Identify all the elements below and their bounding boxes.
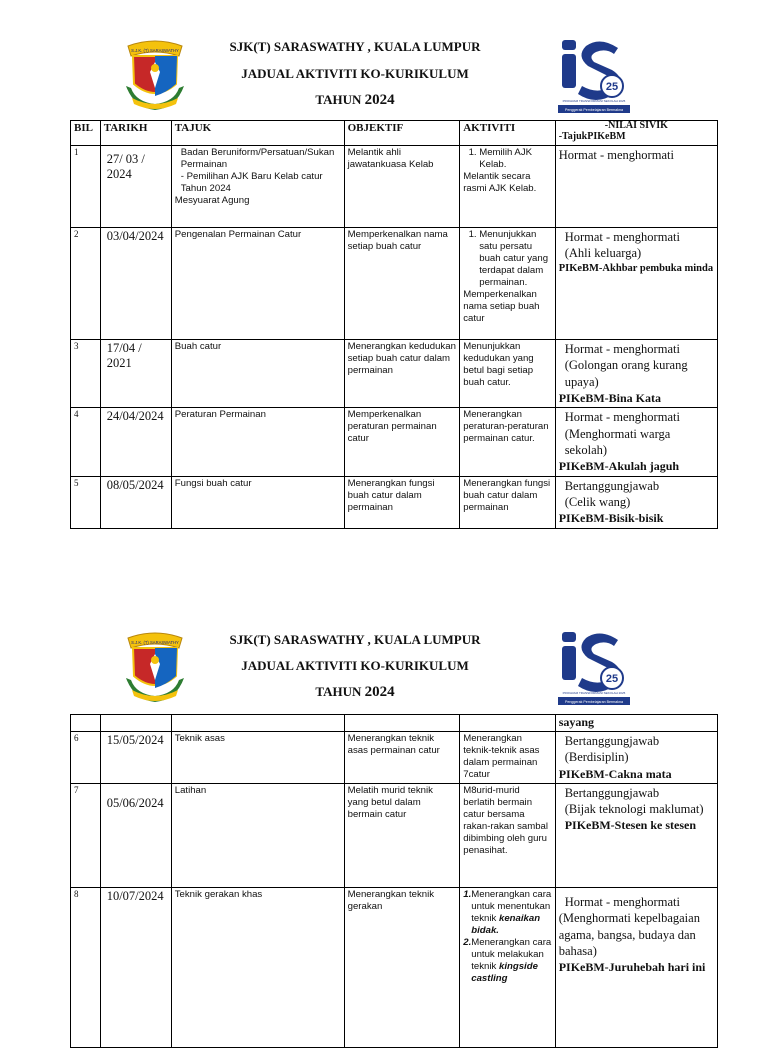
nilai-value: Hormat - menghormati — [558, 148, 674, 162]
tajuk-line: Mesyuarat Agung — [174, 194, 250, 206]
pikebm-activity: PIKeBM-Juruhebah hari ini — [558, 960, 706, 975]
aktiviti-number: 1. — [463, 889, 472, 901]
aktiviti-item — [463, 937, 551, 985]
school-name: SJK(T) SARASWATHY , KUALA LUMPUR — [229, 632, 481, 647]
table-row — [71, 146, 718, 228]
nilai-note: (Celik wang) — [564, 494, 631, 509]
transformation-program-logo — [556, 628, 632, 706]
table-row — [71, 340, 718, 408]
row-objektif: Menerangkan kedudukan setiap buah catur dalam permainan — [344, 340, 460, 408]
col-bil: BIL — [71, 121, 101, 146]
tajuk-line: Badan Beruniform/Persatuan/Sukan Permainan — [180, 147, 335, 170]
row-objektif: Melantik ahli jawatankuasa Kelab — [344, 146, 460, 228]
logo-band-text: Penggerak Pembelajaran Bermakna — [565, 108, 623, 112]
row-aktiviti: Menunjukkan kedudukan yang betul bagi setiap buah catur. — [460, 340, 555, 408]
row-aktiviti — [460, 146, 555, 228]
row-nilai — [555, 340, 717, 408]
year-label: TAHUN — [315, 684, 362, 699]
row-nilai — [555, 732, 717, 784]
nilai-note: (Menghormati kepelbagaian agama, bangsa, budaya dan bahasa) — [558, 911, 700, 958]
col-objektif: OBJEKTIF — [344, 121, 460, 146]
table-row — [71, 228, 718, 340]
nilai-value: Bertanggungjawab — [564, 478, 660, 493]
row-tarikh: 15/05/2024 — [100, 732, 171, 784]
aktiviti-line: Memperkenalkan nama setiap buah catur — [463, 288, 540, 324]
row-nilai — [555, 476, 717, 528]
nilai-value: Bertanggungjawab — [564, 786, 660, 801]
row-tajuk: Peraturan Permainan — [171, 408, 344, 476]
row-bil: 2 — [71, 228, 101, 340]
activity-table-page-2 — [70, 714, 718, 1048]
nilai-value: Hormat - menghormati — [564, 895, 680, 910]
table-row — [71, 408, 718, 476]
year-label: TAHUN — [315, 92, 362, 107]
table-row — [71, 476, 718, 528]
row-objektif: Menerangkan teknik gerakan — [344, 888, 460, 1048]
pikebm-activity: PIKeBM-Akhbar pembuka minda — [558, 262, 714, 274]
nilai-note: (Menghormati warga sekolah) — [564, 426, 671, 457]
col-aktiviti: AKTIVITI — [460, 121, 555, 146]
row-nilai — [555, 146, 717, 228]
logo-band-text: Penggerak Pembelajaran Bermakna — [565, 700, 623, 704]
row-bil: 7 — [71, 784, 101, 888]
aktiviti-item: 1. Memilih AJK Kelab. — [479, 147, 551, 171]
nilai-note: (Golongan orang kurang upaya) — [564, 358, 688, 389]
table-row — [71, 784, 718, 888]
aktiviti-item: 1. Menunjukkan satu persatu buah catur yang terdapat dalam permainan. — [479, 229, 551, 289]
row-nilai — [555, 228, 717, 340]
pikebm-activity: PIKeBM-Bina Kata — [558, 390, 662, 405]
crest-top-text: S.J.K. (T) SARASWATHY — [131, 640, 179, 645]
row-tarikh: 05/06/2024 — [100, 784, 171, 888]
year-heading — [170, 92, 540, 109]
nilai-note: (Ahli keluarga) — [564, 246, 642, 261]
nilai-note: (Berdisiplin) — [564, 750, 629, 765]
col-nilai-line2: -TajukPIKeBM — [558, 130, 626, 142]
row-nilai — [555, 784, 717, 888]
row-tarikh: 24/04/2024 — [100, 408, 171, 476]
logo-number: 25 — [605, 81, 619, 93]
nilai-value: Hormat - menghormati — [564, 342, 680, 356]
crest-top-text: S.J.K. (T) SARASWATHY — [131, 48, 179, 53]
table-row — [71, 732, 718, 784]
row-aktiviti: M8urid-murid berlatih bermain catur bersama rakan-rakan sambal dibimbing oleh guru penasihat. — [460, 784, 555, 888]
row-objektif: Memperkenalkan nama setiap buah catur — [344, 228, 460, 340]
activity-table-page-1 — [70, 120, 718, 529]
aktiviti-line: Melantik secara rasmi AJK Kelab. — [463, 170, 537, 194]
row-objektif: Melatih murid teknik yang betul dalam bermain catur — [344, 784, 460, 888]
row-tajuk: Teknik gerakan khas — [171, 888, 344, 1048]
table-header-row — [71, 121, 718, 146]
logo-caption: PROGRAM TRANSFORMASI SEKOLAH 2025 — [562, 99, 626, 103]
schedule-title: JADUAL AKTIVITI KO-KURIKULUM — [241, 658, 469, 673]
row-bil: 4 — [71, 408, 101, 476]
pikebm-activity: PIKeBM-Akulah jaguh — [558, 459, 680, 474]
logo-number: 25 — [605, 673, 619, 685]
row-tajuk: Pengenalan Permainan Catur — [171, 228, 344, 340]
pikebm-activity: PIKeBM-Stesen ke stesen — [564, 817, 697, 832]
pikebm-activity: PIKeBM-Cakna mata — [558, 766, 672, 781]
row-tajuk: Fungsi buah catur — [171, 476, 344, 528]
year-value: 2024 — [364, 684, 395, 700]
nilai-value: Hormat - menghormati — [564, 230, 680, 244]
row-tajuk: Buah catur — [171, 340, 344, 408]
aktiviti-emphasis: kingside castling — [471, 961, 538, 984]
aktiviti-text: Menerangkan cara untuk menentukan teknik — [471, 889, 552, 925]
row-tarikh: 17/04 / 2021 — [100, 340, 171, 408]
row-aktiviti: Menerangkan teknik-teknik asas dalam permainan 7catur — [460, 732, 555, 784]
row-tajuk — [171, 146, 344, 228]
row-tajuk: Teknik asas — [171, 732, 344, 784]
row-tajuk: Latihan — [171, 784, 344, 888]
row-aktiviti: Menerangkan peraturan-peraturan permainan catur. — [460, 408, 555, 476]
col-nilai-line1: -NILAI SIVIK — [604, 120, 668, 131]
row-aktiviti: Menerangkan fungsi buah catur dalam permainan — [460, 476, 555, 528]
carryover-row — [71, 715, 718, 732]
row-tarikh: 10/07/2024 — [100, 888, 171, 1048]
row-bil: 3 — [71, 340, 101, 408]
page-header — [0, 0, 768, 120]
col-tajuk: TAJUK — [171, 121, 344, 146]
page-2 — [0, 618, 768, 984]
pikebm-activity: PIKeBM-Bisik-bisik — [558, 511, 664, 526]
transformation-program-logo — [556, 36, 632, 114]
col-nilai — [555, 121, 717, 146]
aktiviti-item — [463, 889, 551, 937]
aktiviti-emphasis: kenaikan bidak. — [471, 913, 541, 937]
year-heading — [170, 684, 540, 701]
row-bil: 8 — [71, 888, 101, 1048]
row-bil: 5 — [71, 476, 101, 528]
row-tarikh: 08/05/2024 — [100, 476, 171, 528]
row-objektif: Memperkenalkan peraturan permainan catur — [344, 408, 460, 476]
col-tarikh: TARIKH — [100, 121, 171, 146]
aktiviti-number: 2. — [463, 937, 472, 949]
year-value: 2024 — [364, 92, 395, 108]
nilai-value: Bertanggungjawab — [564, 734, 660, 748]
carryover-text: sayang — [555, 715, 717, 732]
nilai-note: (Bijak teknologi maklumat) — [564, 802, 704, 817]
logo-caption: PROGRAM TRANSFORMASI SEKOLAH 2025 — [562, 691, 626, 695]
school-name: SJK(T) SARASWATHY , KUALA LUMPUR — [229, 39, 481, 54]
row-bil: 6 — [71, 732, 101, 784]
row-tarikh: 03/04/2024 — [100, 228, 171, 340]
row-objektif: Menerangkan teknik asas permainan catur — [344, 732, 460, 784]
tajuk-line: - Pemilihan AJK Baru Kelab catur Tahun 2024 — [180, 170, 323, 194]
row-bil: 1 — [71, 146, 101, 228]
schedule-title: JADUAL AKTIVITI KO-KURIKULUM — [241, 66, 469, 81]
row-objektif: Menerangkan fungsi buah catur dalam permainan — [344, 476, 460, 528]
row-tarikh: 27/ 03 / 2024 — [100, 146, 171, 228]
row-aktiviti — [460, 228, 555, 340]
row-nilai — [555, 408, 717, 476]
aktiviti-text: Menerangkan cara untuk melakukan teknik — [471, 937, 552, 972]
nilai-value: Hormat - menghormati — [564, 410, 680, 425]
